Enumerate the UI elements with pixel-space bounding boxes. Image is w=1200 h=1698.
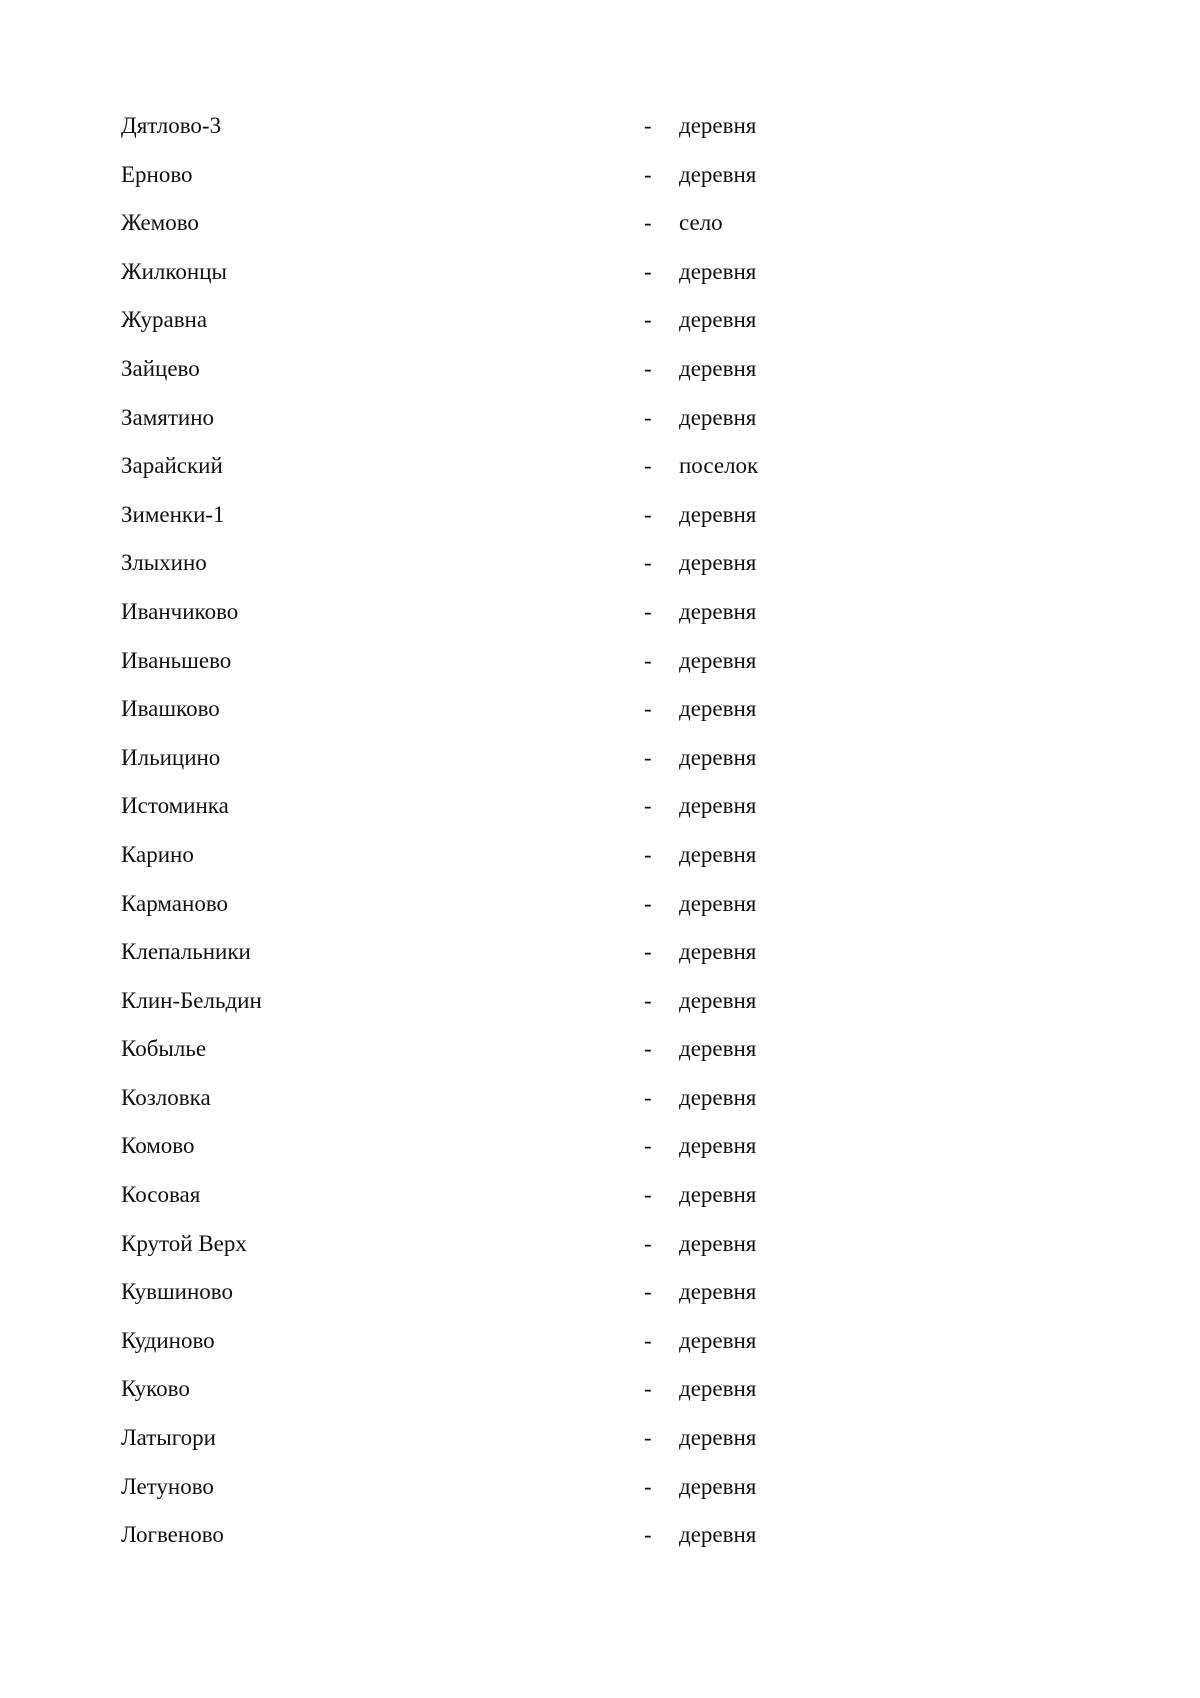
settlement-name: Комово: [121, 1133, 195, 1159]
settlement-type: деревня: [679, 1522, 757, 1548]
settlement-type: деревня: [679, 793, 757, 819]
list-item: [121, 539, 1021, 588]
list-item: [121, 1220, 1021, 1269]
settlement-type: деревня: [679, 113, 757, 138]
settlement-type: деревня: [679, 1327, 757, 1353]
separator-dash: -: [644, 841, 652, 867]
list-item: [121, 102, 1021, 151]
settlement-name: Дятлово-3: [121, 113, 222, 138]
settlement-type: село: [679, 210, 723, 236]
separator-dash: -: [644, 501, 652, 527]
settlement-type: деревня: [679, 1425, 757, 1451]
separator-dash: -: [644, 1230, 652, 1256]
separator-dash: -: [644, 307, 652, 333]
settlement-name: Замятино: [121, 404, 215, 430]
settlement-type: деревня: [679, 1182, 757, 1208]
separator-dash: -: [644, 113, 652, 138]
settlement-name: Жилконцы: [121, 258, 227, 284]
list-item: [121, 977, 1021, 1026]
settlement-name: Куково: [121, 1376, 190, 1402]
settlement-name: Латыгори: [121, 1425, 216, 1451]
settlement-type: деревня: [679, 307, 757, 333]
separator-dash: -: [644, 258, 652, 284]
list-item: [121, 685, 1021, 734]
settlement-list: [121, 102, 1021, 1560]
list-item: [121, 394, 1021, 443]
list-item: [121, 1074, 1021, 1123]
separator-dash: -: [644, 453, 652, 479]
separator-dash: -: [644, 1036, 652, 1062]
separator-dash: -: [644, 1327, 652, 1353]
list-item: [121, 1511, 1021, 1560]
list-item: [121, 734, 1021, 783]
separator-dash: -: [644, 404, 652, 430]
settlement-type: деревня: [679, 550, 757, 576]
settlement-type: деревня: [679, 1279, 757, 1305]
settlement-name: Карино: [121, 841, 194, 867]
separator-dash: -: [644, 1425, 652, 1451]
list-item: [121, 1365, 1021, 1414]
list-item: [121, 637, 1021, 686]
settlement-name: Зименки-1: [121, 501, 225, 527]
list-item: [121, 296, 1021, 345]
settlement-type: деревня: [679, 1084, 757, 1110]
settlement-type: деревня: [679, 355, 757, 381]
separator-dash: -: [644, 598, 652, 624]
settlement-type: деревня: [679, 841, 757, 867]
settlement-type: деревня: [679, 696, 757, 722]
list-item: [121, 151, 1021, 200]
settlement-name: Зайцево: [121, 355, 200, 381]
list-item: [121, 199, 1021, 248]
list-item: [121, 442, 1021, 491]
settlement-name: Кудиново: [121, 1327, 215, 1353]
settlement-type: деревня: [679, 501, 757, 527]
settlement-type: деревня: [679, 1036, 757, 1062]
settlement-name: Иваньшево: [121, 647, 232, 673]
settlement-type: деревня: [679, 890, 757, 916]
separator-dash: -: [644, 744, 652, 770]
settlement-name: Крутой Верх: [121, 1230, 247, 1256]
settlement-type: деревня: [679, 939, 757, 965]
list-item: [121, 1317, 1021, 1366]
separator-dash: -: [644, 355, 652, 381]
settlement-name: Кувшиново: [121, 1279, 234, 1305]
settlement-type: деревня: [679, 598, 757, 624]
separator-dash: -: [644, 1133, 652, 1159]
settlement-name: Злыхино: [121, 550, 207, 576]
settlement-type: поселок: [679, 453, 759, 479]
separator-dash: -: [644, 793, 652, 819]
list-item: [121, 491, 1021, 540]
settlement-name: Ерново: [121, 161, 193, 187]
settlement-name: Ильицино: [121, 744, 221, 770]
list-item: [121, 880, 1021, 929]
separator-dash: -: [644, 1084, 652, 1110]
settlement-type: деревня: [679, 258, 757, 284]
settlement-name: Косовая: [121, 1182, 201, 1208]
settlement-name: Клин-Бельдин: [121, 987, 262, 1013]
list-item: [121, 1268, 1021, 1317]
list-item: [121, 1171, 1021, 1220]
list-item: [121, 1025, 1021, 1074]
settlement-name: Иванчиково: [121, 598, 239, 624]
list-item: [121, 248, 1021, 297]
settlement-type: деревня: [679, 1376, 757, 1402]
settlement-name: Кобылье: [121, 1036, 207, 1062]
separator-dash: -: [644, 1376, 652, 1402]
settlement-type: деревня: [679, 161, 757, 187]
settlement-name: Ивашково: [121, 696, 220, 722]
separator-dash: -: [644, 1522, 652, 1548]
list-item: [121, 1122, 1021, 1171]
list-item: [121, 782, 1021, 831]
settlement-type: деревня: [679, 1473, 757, 1499]
list-item: [121, 1414, 1021, 1463]
settlement-type: деревня: [679, 987, 757, 1013]
settlement-name: Логвеново: [121, 1522, 224, 1548]
separator-dash: -: [644, 696, 652, 722]
settlement-type: деревня: [679, 404, 757, 430]
settlement-type: деревня: [679, 1230, 757, 1256]
separator-dash: -: [644, 987, 652, 1013]
settlement-type: деревня: [679, 647, 757, 673]
separator-dash: -: [644, 1279, 652, 1305]
settlement-name: Зарайский: [121, 453, 223, 479]
list-item: [121, 831, 1021, 880]
separator-dash: -: [644, 890, 652, 916]
settlement-name: Истоминка: [121, 793, 229, 819]
separator-dash: -: [644, 550, 652, 576]
separator-dash: -: [644, 1182, 652, 1208]
separator-dash: -: [644, 647, 652, 673]
separator-dash: -: [644, 939, 652, 965]
separator-dash: -: [644, 1473, 652, 1499]
list-item: [121, 928, 1021, 977]
list-item: [121, 345, 1021, 394]
separator-dash: -: [644, 161, 652, 187]
list-item: [121, 588, 1021, 637]
settlement-name: Козловка: [121, 1084, 211, 1110]
separator-dash: -: [644, 210, 652, 236]
settlement-name: Летуново: [121, 1473, 214, 1499]
settlement-name: Клепальники: [121, 939, 251, 965]
settlement-type: деревня: [679, 1133, 757, 1159]
settlement-type: деревня: [679, 744, 757, 770]
settlement-name: Жемово: [121, 210, 199, 236]
settlement-name: Карманово: [121, 890, 229, 916]
list-item: [121, 1463, 1021, 1512]
settlement-name: Журавна: [121, 307, 208, 333]
